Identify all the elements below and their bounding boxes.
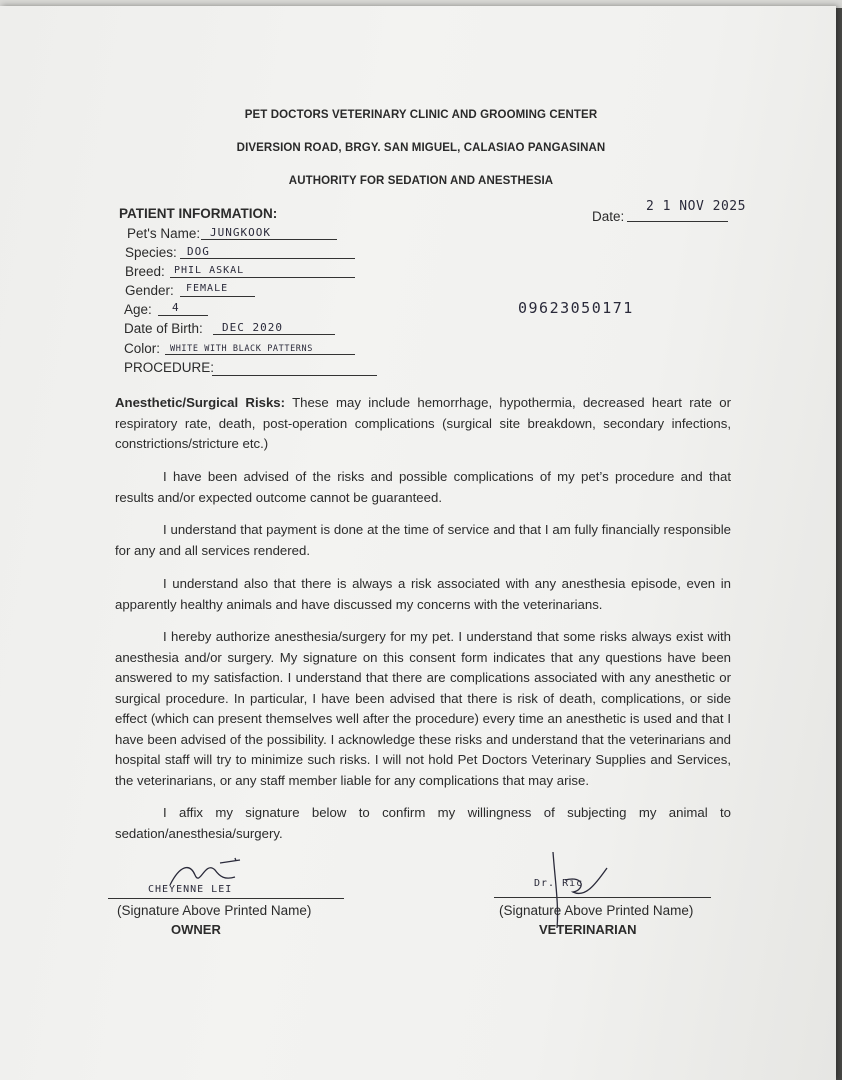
clinic-address: DIVERSION ROAD, BRGY. SAN MIGUEL, CALASIAO PANGASINAN [236,142,606,154]
date-line [627,221,728,222]
vet-signature-line [494,897,711,898]
pet-name-label: Pet's Name: [127,226,201,241]
paragraph-payment: I understand that payment is done at the time of service and that I am fully financially responsible for any and all services rendered. [115,522,731,558]
procedure-label: PROCEDURE: [124,360,215,375]
procedure-line [212,375,377,376]
vet-signature-caption: (Signature Above Printed Name) [499,903,694,918]
owner-signature-caption: (Signature Above Printed Name) [117,903,312,918]
breed-value: PHIL ASKAL [174,265,245,276]
pet-name-line [201,239,337,240]
pet-name-value: JUNGKOOK [210,226,271,239]
color-value: WHITE WITH BLACK PATTERNS [170,344,313,354]
paragraph-affix-signature: I affix my signature below to confirm my willingness of subjecting my animal to sedation/anesthesia/surgery. [115,805,731,841]
vet-role: VETERINARIAN [539,922,637,937]
species-label: Species: [125,245,177,260]
gender-value: FEMALE [186,283,229,294]
dob-value: DEC 2020 [222,321,283,334]
owner-role: OWNER [171,922,221,937]
clinic-name: PET DOCTORS VETERINARY CLINIC AND GROOMING CENTER [244,109,598,121]
color-line [165,354,355,355]
dob-label: Date of Birth: [124,321,203,336]
age-value: 4 [172,301,180,314]
dob-line [213,334,335,335]
risks-text: These may include hemorrhage, hypothermia, decreased heart rate or respiratory rate, death, post-operation complications (surgical site breakdown, secondary infections, constrictions/stricture etc.) [115,395,731,451]
breed-label: Breed: [125,264,165,279]
phone-number: 09623050171 [518,299,634,317]
color-label: Color: [124,341,161,356]
date-value: 2 1 NOV 2025 [646,199,746,214]
species-line [180,258,355,259]
paragraph-authorization: I hereby authorize anesthesia/surgery for my pet. I understand that some risks always exist with anesthesia and/or surgery. My signature on this consent form indicates that any questions have been answered to my satisfaction. I understand that there are complications associated with any anesthetic or surgical procedure. In particular, I have been advised that there is risk of death, complications, or side effect (which can present themselves well after the procedure) every time an anesthetic is used and that I have been advised of the possibility. I acknowledge these risks and understand that the veterinarians and hospital staff will try to minimize such risks. I will not hold Pet Doctors Veterinary Supplies and Services, the veterinarians, or any staff member liable for any complications that may arise. [115,629,731,788]
gender-label: Gender: [125,283,174,298]
age-label: Age: [124,302,152,317]
patient-info-title: PATIENT INFORMATION: [119,206,278,221]
date-label: Date: [592,209,625,224]
risks-title: Anesthetic/Surgical Risks: [115,395,286,410]
paragraph-advised: I have been advised of the risks and possible complications of my pet’s procedure and that results and/or expected outcome cannot be guaranteed. [115,469,731,505]
age-line [158,315,208,316]
owner-printed-name: CHEYENNE LEI [148,884,233,895]
vet-printed-name: Dr. Ric [534,878,584,889]
paragraph-risk-anesthesia: I understand also that there is always a risk associated with any anesthesia episode, even in apparently healthy animals and have discussed my concerns with the veterinarians. [115,576,731,612]
form-title: AUTHORITY FOR SEDATION AND ANESTHESIA [288,175,554,187]
gender-line [180,296,255,297]
species-value: DOG [187,245,210,258]
risks-paragraph [115,393,731,455]
breed-line [170,277,355,278]
owner-signature-line [108,898,344,899]
